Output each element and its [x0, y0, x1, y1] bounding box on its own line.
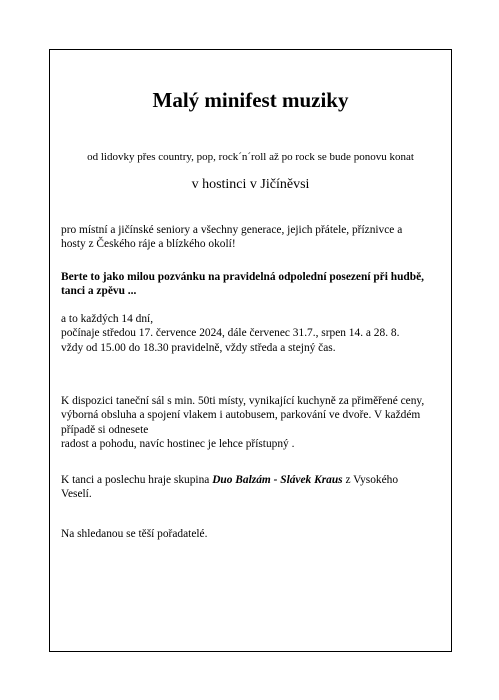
band-intro-text: K tanci a poslechu hraje skupina	[61, 474, 213, 486]
document-sheet	[49, 49, 452, 652]
document-subtitle: od lidovky přes country, pop, rock´n´roll až po rock se bude ponovu konat	[87, 151, 414, 163]
text-line: výborná obsluha a spojení vlakem i autobusem, parkování ve dvoře. V každém	[61, 409, 421, 422]
text-line: pro místní a jičínské seniory a všechny generace, jejich přátele, příznivce a	[61, 224, 403, 236]
text-line: hosty z Českého ráje a blízkého okolí!	[61, 238, 236, 251]
text-line: Berte to jako milou pozvánku na pravidelná odpolední posezení při hudbě,	[61, 271, 424, 283]
text-line: tanci a zpěvu ...	[61, 285, 137, 298]
schedule-paragraph	[61, 312, 433, 355]
venue-line: v hostinci v Jičíněvsi	[191, 177, 310, 192]
band-name: Duo Balzám - Slávek Kraus	[212, 474, 343, 486]
text-line: Veselí.	[61, 488, 92, 501]
text-line: případě si odnesete	[61, 423, 149, 436]
amenities-paragraph	[61, 394, 433, 452]
text-line	[61, 473, 433, 487]
text-line: a to každých 14 dní,	[61, 313, 154, 325]
audience-paragraph	[61, 223, 433, 252]
text-line: K dispozici taneční sál s min. 50ti místy, vynikající kuchyně za přiměřené ceny,	[61, 395, 425, 407]
text-line: počínaje středou 17. července 2024, dále červenec 31.7., srpen 14. a 28. 8.	[61, 327, 400, 340]
band-origin-text: z Vysokého	[342, 474, 399, 486]
text-line: radost a pohodu, navíc hostinec je lehce přístupný .	[61, 438, 295, 451]
invitation-paragraph	[61, 270, 433, 299]
band-paragraph	[61, 473, 433, 502]
closing-line: Na shledanou se těší pořadatelé.	[61, 528, 208, 540]
document-title: Malý minifest muziky	[152, 88, 349, 112]
text-line: vždy od 15.00 do 18.30 pravidelně, vždy středa a stejný čas.	[61, 341, 336, 354]
